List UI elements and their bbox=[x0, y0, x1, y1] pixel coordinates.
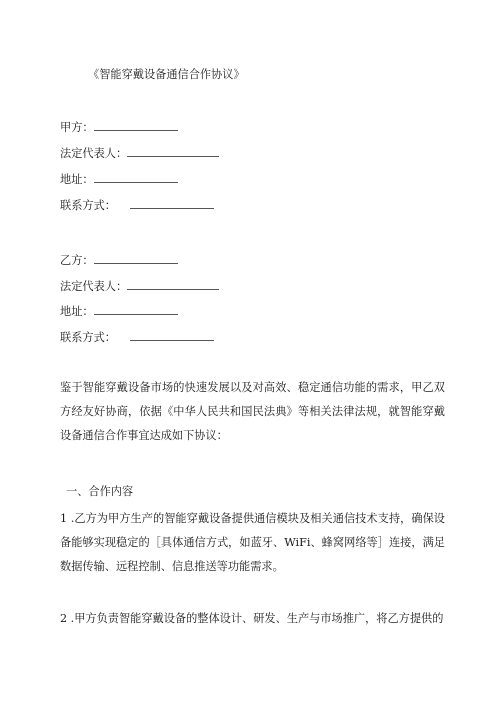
document-title: 《智能穿戴设备通信合作协议》 bbox=[88, 68, 245, 81]
party-a-contact-row bbox=[60, 198, 214, 213]
party-b-rep-blank bbox=[127, 279, 219, 290]
party-a-rep-row bbox=[60, 146, 219, 161]
party-b-address-row bbox=[60, 304, 178, 319]
party-b-address-blank bbox=[94, 304, 178, 315]
party-b-contact-row bbox=[60, 330, 214, 345]
party-b-address-label: 地址： bbox=[60, 305, 94, 318]
party-b-name-label: 乙方： bbox=[60, 254, 94, 267]
party-a-name-blank bbox=[94, 120, 178, 131]
party-a-rep-blank bbox=[127, 146, 219, 157]
party-b-rep-row bbox=[60, 279, 219, 294]
party-b-contact-label: 联系方式： bbox=[60, 331, 116, 344]
party-a-name-label: 甲方： bbox=[60, 121, 94, 134]
party-a-address-row bbox=[60, 172, 178, 187]
section-1-item-1: 1 .乙方为甲方生产的智能穿戴设备提供通信模块及相关通信技术支持，确保设备能够实现稳定的［具体通信方式，如蓝牙、WiFi、蜂窝网络等］连接，满足数据传输、远程控制、信息推送等功能需求。 bbox=[60, 512, 445, 573]
section-1-heading: 一、合作内容 bbox=[66, 485, 134, 498]
party-a-rep-label: 法定代表人： bbox=[60, 147, 128, 160]
party-b-name-blank bbox=[94, 253, 178, 264]
party-a-address-label: 地址： bbox=[60, 173, 94, 186]
party-a-address-blank bbox=[94, 172, 178, 183]
party-a-contact-blank bbox=[130, 198, 214, 209]
party-b-contact-blank bbox=[130, 330, 214, 341]
party-a-name-row bbox=[60, 120, 178, 135]
section-1-item-2: 2 .甲方负责智能穿戴设备的整体设计、研发、生产与市场推广，将乙方提供的 bbox=[60, 612, 444, 625]
intro-paragraph: 鉴于智能穿戴设备市场的快速发展以及对高效、稳定通信功能的需求，甲乙双方经友好协商，依据《中华人民共和国民法典》等相关法律法规，就智能穿戴设备通信合作事宜达成如下协议： bbox=[60, 381, 445, 442]
party-b-rep-label: 法定代表人： bbox=[60, 280, 128, 293]
party-a-contact-label: 联系方式： bbox=[60, 199, 116, 212]
party-b-name-row bbox=[60, 253, 178, 268]
